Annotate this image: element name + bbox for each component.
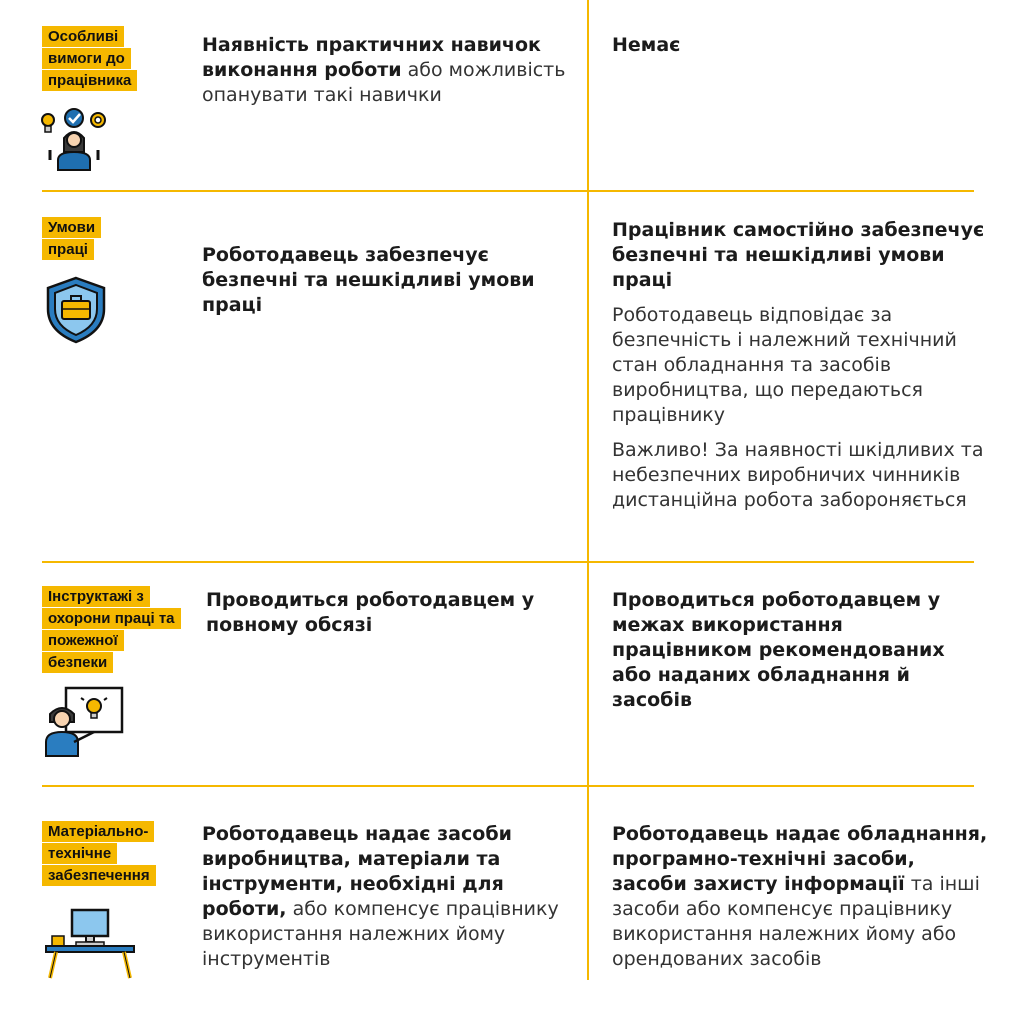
row-label-equipment: Матеріально-технічне забезпечення — [42, 821, 192, 887]
row1-remote-column: Наявність практичних навичок виконання роботи або можливість опанувати такі навички — [202, 34, 566, 106]
row-label-instructions: Інструктажі з охорони праці та пожежної безпеки — [42, 586, 182, 674]
row-label-requirements: Особливі вимоги до працівника — [42, 26, 172, 92]
row-divider-2 — [42, 561, 974, 563]
presentation-teacher-icon — [44, 686, 124, 762]
row4-remote-column: Роботодавець надає засоби виробництва, матеріали та інструменти, необхідні для роботи, або компенсує працівнику використання належних йому інструментів — [202, 823, 559, 970]
row4-home-column: Роботодавець надає обладнання, програмно-технічні засоби, засоби захисту інформації та інші засоби або компенсує працівнику використання належних йому або орендованих засобів — [612, 823, 988, 970]
shield-briefcase-icon — [44, 275, 108, 349]
row3-home-column: Проводиться роботодавцем у межах використання працівником рекомендованих або наданих обладнання й засобів — [612, 589, 945, 711]
row2-remote-column: Роботодавець забезпечує безпечні та нешкідливі умови праці — [202, 244, 535, 316]
row-label-conditions: Умови праці — [42, 217, 122, 261]
row-divider-1 — [42, 190, 974, 192]
row1-home-column: Немає — [612, 34, 681, 56]
desk-computer-icon — [44, 908, 136, 984]
row2-home-column: Працівник самостійно забезпечує безпечні та нешкідливі умови праці Роботодавець відповідає за безпечність і належний технічний стан обладнання та засобів виробництва, що передаються працівнику Важливо! За наявності шкідливих та небезпечних виробничих чинників дистанційна робота забороняється — [612, 219, 985, 511]
row3-remote-column: Проводиться роботодавцем у повному обсязі — [206, 589, 535, 636]
column-divider — [587, 0, 589, 980]
woman-ideas-gear-icon — [40, 106, 110, 176]
row-divider-3 — [42, 785, 974, 787]
